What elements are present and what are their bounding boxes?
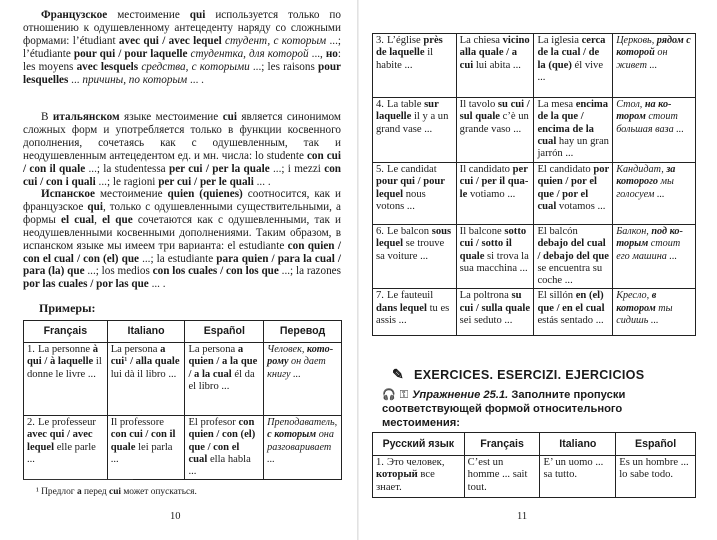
cell-spanish: La persona a quien / a la que / a la cual él da el libro ... [185, 343, 264, 416]
footnote-rule [23, 479, 133, 480]
key-icon: ⚿ [399, 389, 409, 401]
cell-spanish: El sillón en (el) que / en el cual estás sentado ... [534, 289, 613, 336]
examples-heading: Примеры: [39, 301, 96, 315]
cell-italian: Il tavolo su cui / sul quale c’è un grande vaso ... [456, 98, 534, 163]
cell-spanish: El profesor con quien / con (el) que / con el cual ella habla ... [185, 416, 264, 480]
paragraph-spanish: Испанское местоимение quien (quienes) соотносится, как и французское qui, только с одушевленными существительными, а формы el cual, el que сочетаются как с одушевленными, так и неодушевленными косвенными дополнениями. Таким образом, в испанском языке мы имеем три варианта: el estudiante con quien / con el cual / con (el) que ...; la estudiante para quien / para la cual / para (la) que ...; los medios con los cuales / con los que ...; la razones por las cuales / por las que ... . [23, 188, 342, 291]
cell-spanish: Es un hombre ... lo sabe todo. [616, 456, 696, 498]
cell-french: 3. L’église près de laquelle il habite ... [373, 34, 457, 98]
cell-spanish: El candidato por quien / por el que / por el cual votamos ... [534, 163, 613, 225]
paragraph-french: Французское местоимение qui используется только по отношению к одушевленному антецеденту наряду со сложными формами: l’étudiant avec qui / avec lequel студент, с которым ...; l’étudiante pour qui / pour laquelle студентка, для которой ..., но: les moyens avec lesquels средства, с которыми ...; les raisons pour lesquelles ... причины, по которым ... . [23, 9, 342, 86]
table-row [373, 98, 696, 163]
cell-italian: La chiesa vicino alla quale / a cui lui abita ... [456, 34, 534, 98]
page-number: 10 [170, 511, 181, 522]
cell-spanish: La mesa encima de la que / encima de la cual hay un gran jarrón ... [534, 98, 613, 163]
exercise-task: 🎧 ⚿ Упражнение 25.1. Заполните пропуски соответствующей формой относительного местоимения: [382, 389, 626, 429]
cell-italian: Il balcone sotto cui / sotto il quale si trova la sua macchina ... [456, 225, 534, 289]
table-header-row [24, 321, 342, 343]
col-header: Français [24, 321, 108, 343]
table-row [373, 34, 696, 98]
cell-russian: 1. Это человек, который все знает. [373, 456, 465, 498]
cell-french: C’est un homme ... sait tout. [464, 456, 540, 498]
cell-russian: Человек, которому он дает книгу ... [264, 343, 342, 416]
cell-italian: E’ un uomo ... sa tutto. [540, 456, 616, 498]
cell-french: 6. Le balcon sous lequel se trouve sa voiture ... [373, 225, 457, 289]
col-header: Español [616, 433, 696, 456]
right-page [358, 0, 717, 540]
cell-spanish: El balcón debajo del cual / debajo del que se encuentra su coche ... [534, 225, 613, 289]
cell-russian: Балкон, под которым стоит его машина ... [613, 225, 696, 289]
cell-russian: Кандидат, за которого мы голосуем ... [613, 163, 696, 225]
examples-table-continued [372, 33, 696, 336]
headphones-icon: 🎧 [382, 389, 396, 401]
table-row [373, 456, 696, 498]
cell-russian: Стол, на котором стоит большая ваза ... [613, 98, 696, 163]
col-header: Français [464, 433, 540, 456]
pencil-icon: ✎ [392, 366, 405, 382]
col-header: Italiano [540, 433, 616, 456]
cell-russian: Церковь, рядом с которой он живет ... [613, 34, 696, 98]
table-row [373, 289, 696, 336]
page-number: 11 [517, 511, 528, 522]
cell-spanish: La iglesia cerca de la cual / de la (que) él vive ... [534, 34, 613, 98]
cell-french: 1. La personne à qui / à laquelle il donne le livre ... [24, 343, 108, 416]
cell-french: 5. Le candidat pour qui / pour lequel nous votons ... [373, 163, 457, 225]
cell-italian: La persona a cui¹ / alla quale lui dà il libro ... [107, 343, 185, 416]
examples-table [23, 320, 342, 480]
cell-russian: Кресло, в котором ты сидишь ... [613, 289, 696, 336]
col-header: Español [185, 321, 264, 343]
exercise-table [372, 432, 696, 498]
cell-italian: Il candidato per cui / per il quale votiamo ... [456, 163, 534, 225]
paragraph-italian: В итальянском языке местоимение cui является синонимом сложных форм и употребляется только в функции косвенного дополнения, сочетаясь как с одушевленным, так и неодушевленным антецедентом ед. и мн. числа: lo studente con cui / con il quale ...; la studentessa per cui / per la quale ...; i mezzi con cui / con i quali ...; le ragioni per cui / per le quali ... . [23, 111, 342, 188]
col-header: Italiano [107, 321, 185, 343]
cell-italian: Il professore con cui / con il quale lei parla ... [107, 416, 185, 480]
footnote: ¹ Предлог a перед cui может опускаться. [36, 487, 197, 497]
cell-french: 4. La table sur laquelle il y a un grand vase ... [373, 98, 457, 163]
col-header: Русский язык [373, 433, 465, 456]
cell-french: 2. Le professeur avec qui / avec lequel elle parle ... [24, 416, 108, 480]
left-page [0, 0, 358, 540]
exercises-heading: ✎ EXERCICES. ESERCIZI. EJERCICIOS [392, 366, 645, 382]
cell-french: 7. Le fauteuil dans lequel tu es assis ... [373, 289, 457, 336]
table-header-row [373, 433, 696, 456]
table-row [24, 343, 342, 416]
col-header: Перевод [264, 321, 342, 343]
cell-italian: La poltrona su cui / sulla quale sei seduto ... [456, 289, 534, 336]
table-row [24, 416, 342, 480]
cell-russian: Преподаватель, с которым она разговаривает ... [264, 416, 342, 480]
table-row [373, 163, 696, 225]
table-row [373, 225, 696, 289]
